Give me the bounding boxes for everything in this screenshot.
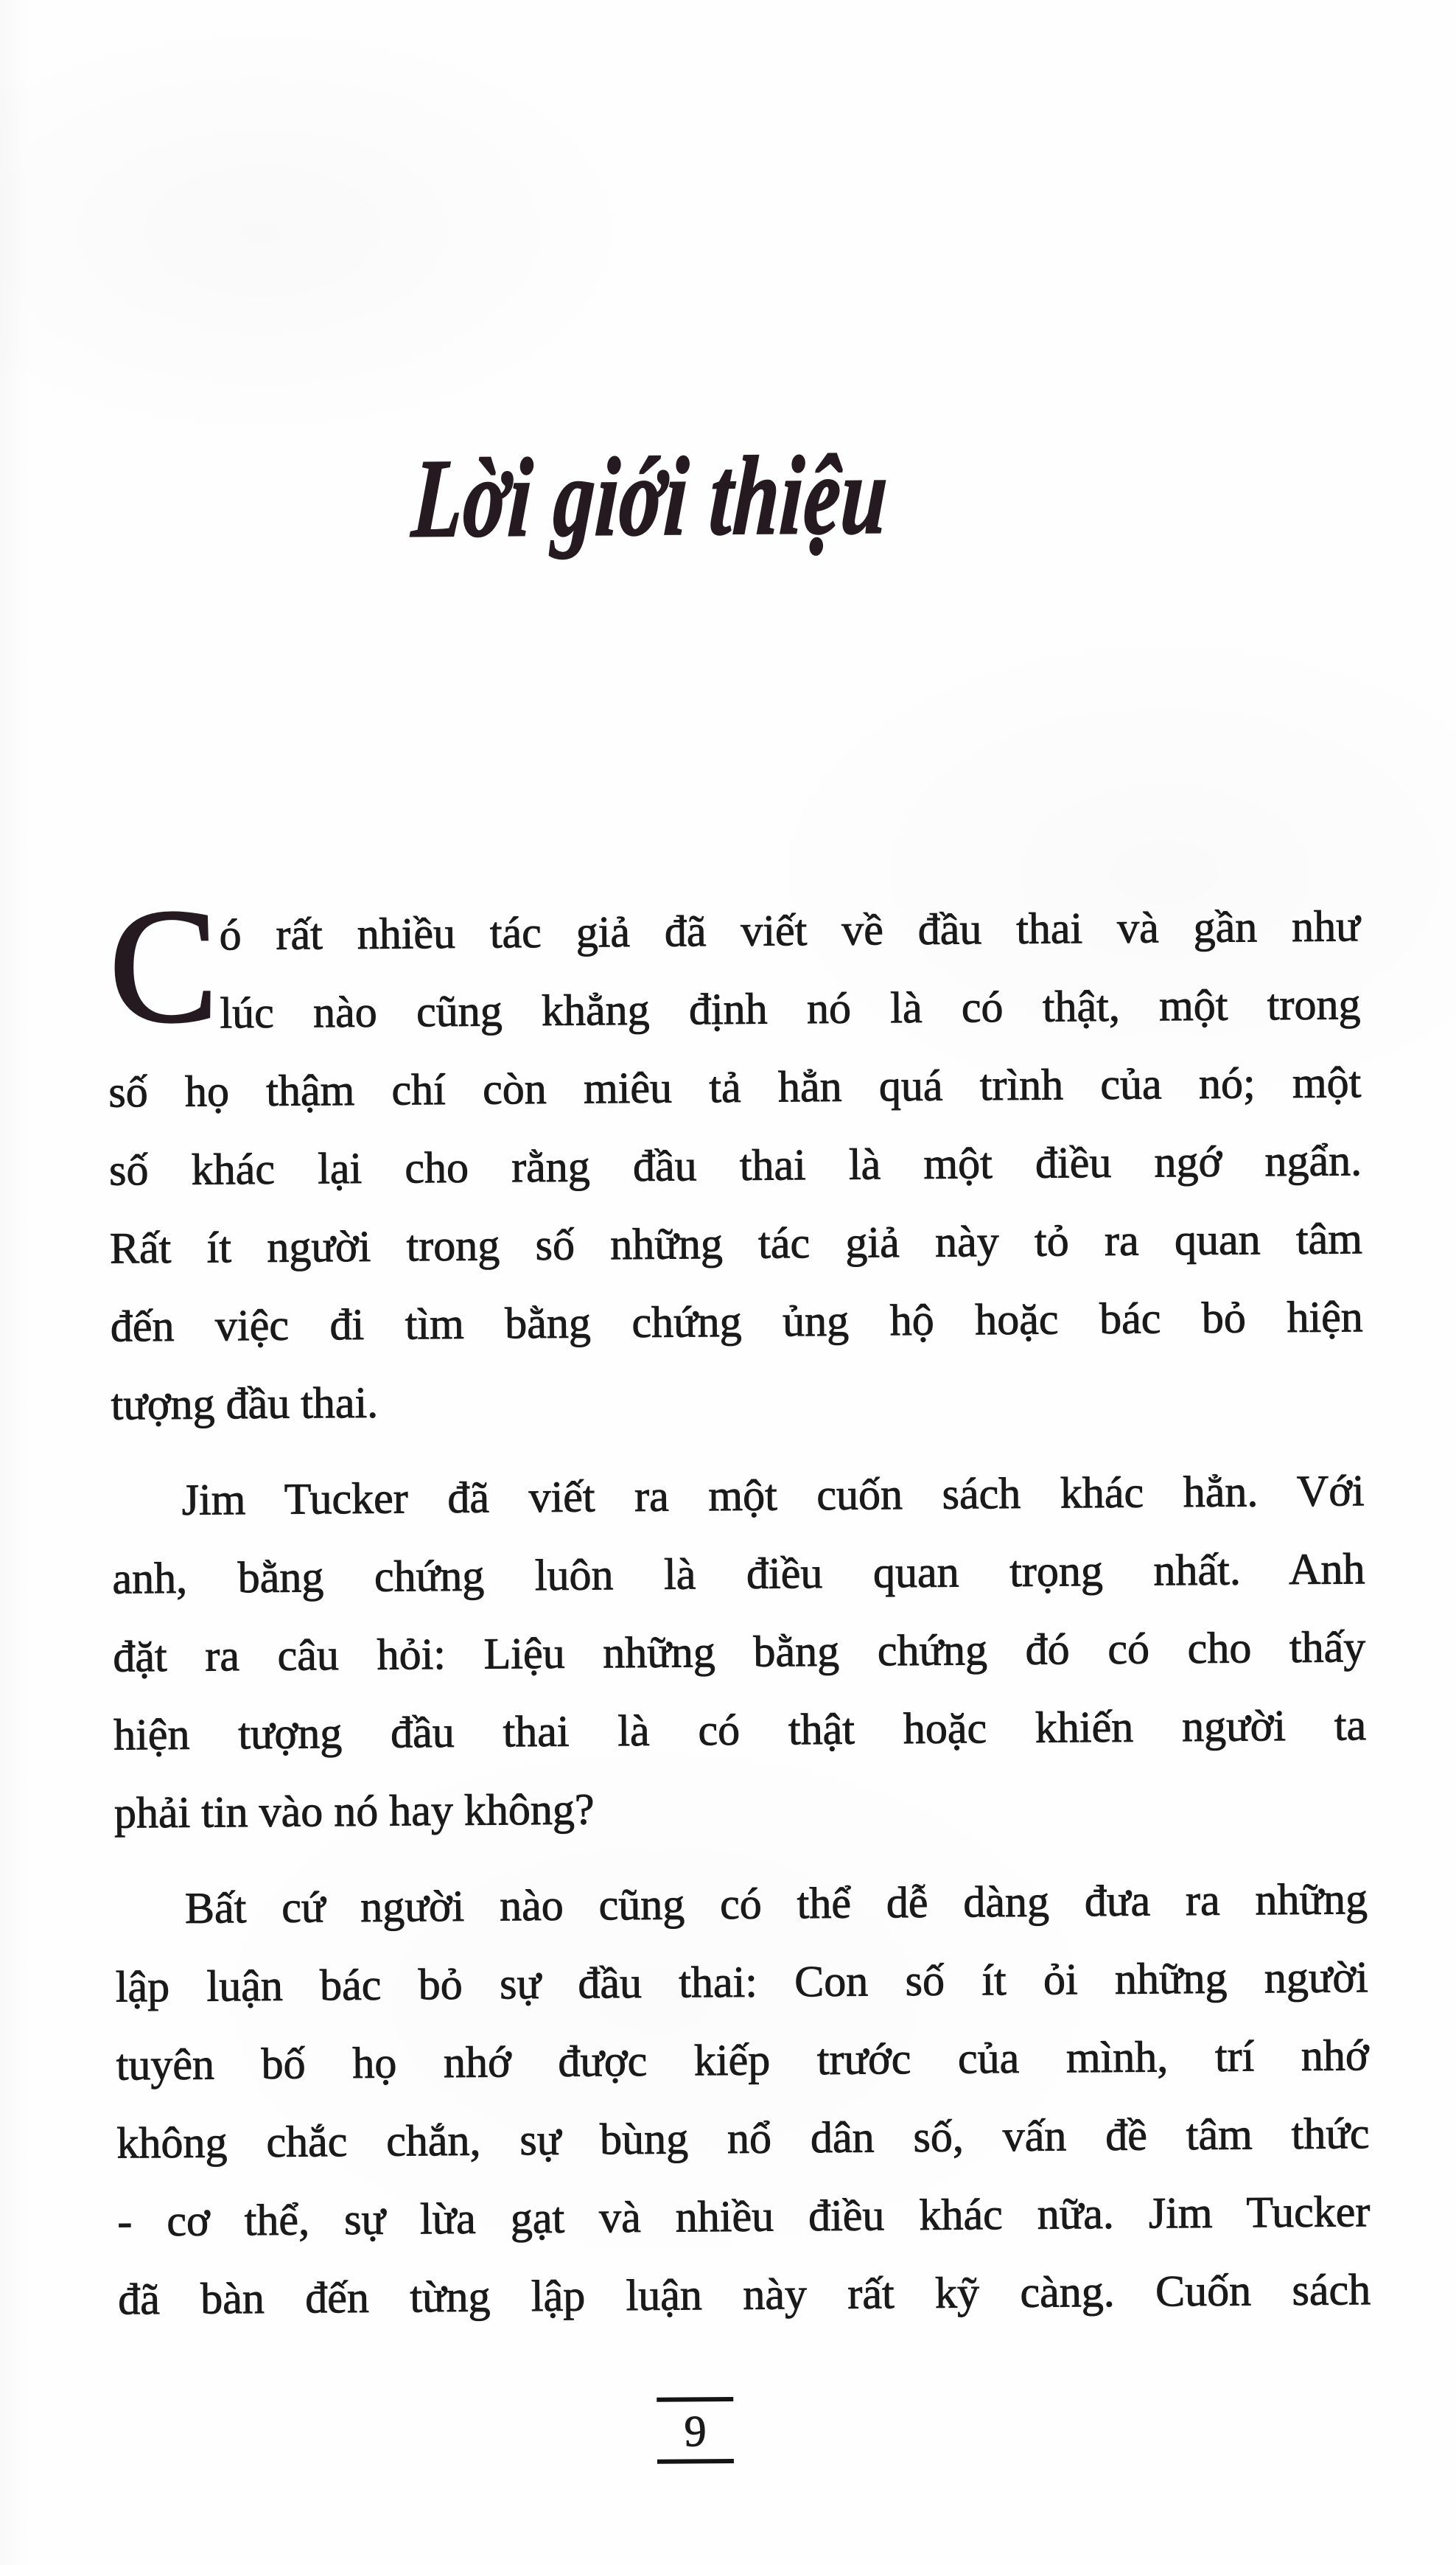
text-line: hiện tượng đầu thai là có thật hoặc khiến người ta — [113, 1700, 1367, 1759]
text-line: tượng đầu thai. — [111, 1378, 379, 1429]
page-footer — [10, 2392, 1381, 2469]
page-number-rules — [657, 2397, 734, 2464]
body-text — [107, 875, 1371, 2338]
text-line: - cơ thể, sự lừa gạt và nhiều điều khác nữa. Jim Tucker — [117, 2187, 1371, 2246]
chapter-title — [0, 429, 1307, 565]
text-line: tuyên bố họ nhớ được kiếp trước của mình, trí nhớ — [116, 2031, 1369, 2090]
text-line: lập luận bác bỏ sự đầu thai: Con số ít ỏi những người — [115, 1952, 1369, 2011]
text-line: số khác lại cho rằng đầu thai là một điều ngớ ngẩn. — [108, 1136, 1362, 1195]
paragraph — [115, 1860, 1371, 2338]
text-line: Jim Tucker đã viết ra một cuốn sách khác hẳn. Với — [181, 1466, 1365, 1524]
paragraph-lines — [115, 1860, 1371, 2338]
text-line: đã bàn đến từng lập luận này rất kỹ càng. Cuốn sách — [117, 2265, 1371, 2324]
page-number: 9 — [684, 2407, 707, 2456]
paragraph-lines — [107, 887, 1364, 1443]
text-line: Bất cứ người nào cũng có thể dễ dàng đưa ra những — [184, 1874, 1368, 1933]
text-line: anh, bằng chứng luôn là điều quan trọng nhất. Anh — [112, 1544, 1365, 1603]
text-line: ó rất nhiều tác giả đã viết về đầu thai và gần như — [219, 901, 1360, 960]
text-line: lúc nào cũng khẳng định nó là có thật, một trong — [220, 980, 1361, 1038]
text-line: phải tin vào nó hay không? — [113, 1784, 595, 1838]
paragraph — [111, 1451, 1367, 1852]
drop-cap-letter: C — [108, 875, 220, 1058]
text-line: đến việc đi tìm bằng chứng ủng hộ hoặc bác bỏ hiện — [110, 1292, 1364, 1351]
text-line: số họ thậm chí còn miêu tả hẳn quá trình của nó; một — [108, 1058, 1362, 1117]
paragraph — [107, 875, 1364, 1443]
text-line: không chắc chắn, sự bùng nổ dân số, vấn đề tâm thức — [116, 2109, 1370, 2168]
paragraph-lines — [111, 1451, 1367, 1852]
chapter-title-text: Lời giới thiệu — [409, 433, 892, 561]
text-line: đặt ra câu hỏi: Liệu những bằng chứng đó có cho thấy — [113, 1622, 1366, 1681]
text-line: Rất ít người trong số những tác giả này tỏ ra quan tâm — [109, 1214, 1363, 1273]
